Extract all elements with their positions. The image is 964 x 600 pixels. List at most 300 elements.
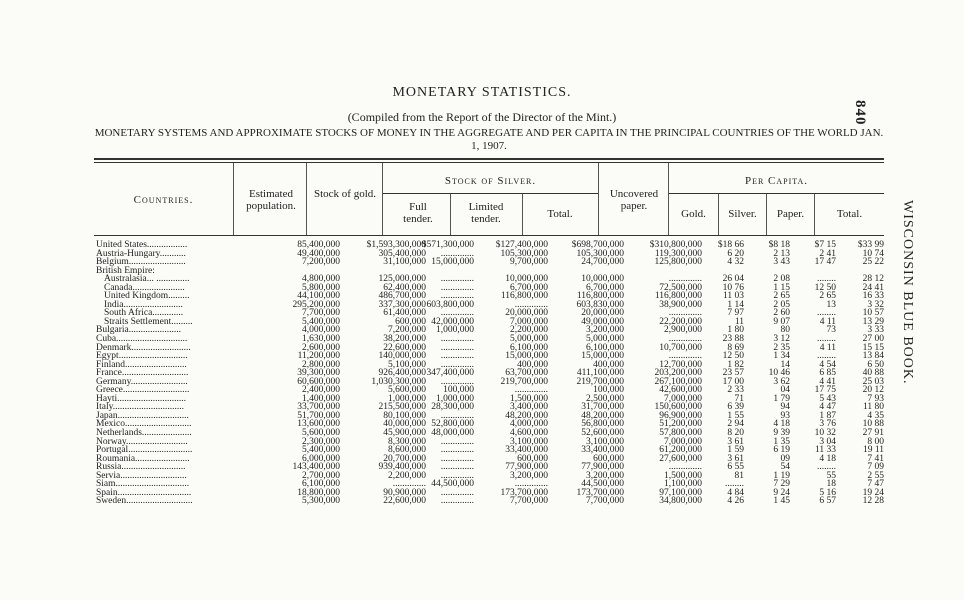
limited-tender-cell: 7,000,000 bbox=[510, 316, 548, 327]
per-capita-gold-cell: 23 88 bbox=[722, 334, 744, 345]
table-row bbox=[94, 463, 884, 472]
data-table-body bbox=[94, 241, 884, 506]
table-row bbox=[94, 386, 884, 395]
limited-tender-cell: 2,200,000 bbox=[510, 325, 548, 336]
uncovered-paper-cell: 267,100,000 bbox=[654, 376, 702, 387]
silver-total-cell: 411,100,000 bbox=[576, 368, 624, 379]
per-capita-group-rule bbox=[669, 193, 884, 194]
per-capita-silver-cell: 6 19 bbox=[773, 445, 790, 456]
country-cell: Egypt............................. bbox=[96, 351, 188, 362]
limited-tender-cell: 3,400,000 bbox=[510, 402, 548, 413]
gold-cell: 45,900,000 bbox=[383, 428, 426, 439]
per-capita-silver-cell: 94 bbox=[780, 402, 790, 413]
country-cell: Finland.......................... bbox=[96, 359, 187, 370]
per-capita-gold-cell: 6 39 bbox=[727, 402, 744, 413]
silver-total-cell: 33,400,000 bbox=[581, 445, 624, 456]
uncovered-paper-cell: 42,600,000 bbox=[659, 385, 702, 396]
running-header: WISCONSIN BLUE BOOK. bbox=[900, 200, 915, 385]
per-capita-gold-cell: $18 66 bbox=[717, 240, 744, 250]
uncovered-paper-cell: 38,900,000 bbox=[659, 299, 702, 310]
population-cell: 6,100,000 bbox=[302, 479, 340, 490]
per-capita-silver-cell: 1 19 bbox=[773, 470, 790, 481]
per-capita-silver-cell: 1 79 bbox=[773, 393, 790, 404]
population-cell: 5,400,000 bbox=[302, 445, 340, 456]
table-row bbox=[94, 309, 884, 318]
table-row bbox=[94, 292, 884, 301]
uncovered-paper-cell: 96,900,000 bbox=[659, 410, 702, 421]
silver-total-cell: 48,200,000 bbox=[581, 410, 624, 421]
header-divider bbox=[450, 193, 451, 235]
header-limited-tender: Limited tender. bbox=[468, 201, 504, 225]
silver-total-cell: $698,700,000 bbox=[571, 240, 624, 250]
country-cell: Italy.............................. bbox=[96, 402, 185, 413]
table-row bbox=[94, 455, 884, 464]
table-row bbox=[94, 301, 884, 310]
population-cell: 1,400,000 bbox=[302, 393, 340, 404]
per-capita-gold-cell: 4 32 bbox=[727, 257, 744, 268]
per-capita-paper-cell: 17 75 bbox=[814, 385, 836, 396]
per-capita-paper-cell: 4 18 bbox=[819, 453, 836, 464]
per-capita-gold-cell: 11 bbox=[734, 316, 744, 327]
silver-total-cell: 6,100,000 bbox=[586, 342, 624, 353]
full-tender-cell: .............. bbox=[440, 248, 474, 259]
gold-cell: .............. bbox=[392, 479, 426, 490]
per-capita-silver-cell: 93 bbox=[780, 410, 790, 421]
uncovered-paper-cell: 10,700,000 bbox=[659, 342, 702, 353]
per-capita-total-cell: 10 88 bbox=[862, 419, 884, 430]
per-capita-total-cell: 12 28 bbox=[862, 496, 884, 507]
country-cell: Denmark......................... bbox=[96, 342, 191, 353]
per-capita-paper-cell: 2 41 bbox=[819, 248, 836, 259]
uncovered-paper-cell: 12,700,000 bbox=[659, 359, 702, 370]
per-capita-total-cell: 15 15 bbox=[862, 342, 884, 353]
per-capita-paper-cell: ........ bbox=[817, 274, 836, 285]
per-capita-total-cell: 3 32 bbox=[867, 299, 884, 310]
population-cell: 2,300,000 bbox=[302, 436, 340, 447]
limited-tender-cell: 173,700,000 bbox=[500, 487, 548, 498]
per-capita-paper-cell: 18 bbox=[826, 479, 836, 490]
table-row bbox=[94, 275, 884, 284]
per-capita-paper-cell: 73 bbox=[826, 325, 836, 336]
full-tender-cell: .............. bbox=[440, 462, 474, 473]
per-capita-total-cell: 8 00 bbox=[867, 436, 884, 447]
limited-tender-cell: 6,700,000 bbox=[510, 282, 548, 293]
header-divider bbox=[233, 163, 234, 235]
limited-tender-cell: 219,700,000 bbox=[500, 376, 548, 387]
country-cell: Japan.............................. bbox=[96, 410, 189, 421]
per-capita-paper-cell: 11 33 bbox=[814, 445, 836, 456]
per-capita-gold-cell: 6 55 bbox=[727, 462, 744, 473]
population-cell: 2,600,000 bbox=[302, 342, 340, 353]
silver-total-cell: 400,000 bbox=[593, 359, 624, 370]
table-row bbox=[94, 438, 884, 447]
per-capita-total-cell: 7 47 bbox=[867, 479, 884, 490]
per-capita-total-cell: 27 00 bbox=[862, 334, 884, 345]
uncovered-paper-cell: 7,000,000 bbox=[664, 393, 702, 404]
country-cell: Austria-Hungary........... bbox=[96, 248, 186, 259]
population-cell: 5,400,000 bbox=[302, 316, 340, 327]
gold-cell: 305,400,000 bbox=[378, 248, 426, 259]
population-cell: 7,200,000 bbox=[302, 257, 340, 268]
limited-tender-cell: 33,400,000 bbox=[505, 445, 548, 456]
table-row bbox=[94, 318, 884, 327]
population-cell: 13,600,000 bbox=[297, 419, 340, 430]
per-capita-paper-cell: ........ bbox=[817, 334, 836, 345]
limited-tender-cell: 116,800,000 bbox=[500, 291, 548, 302]
per-capita-total-cell: 24 41 bbox=[862, 282, 884, 293]
population-cell: 7,700,000 bbox=[302, 308, 340, 319]
table-row bbox=[94, 326, 884, 335]
full-tender-cell: .............. bbox=[440, 410, 474, 421]
table-row bbox=[94, 258, 884, 267]
full-tender-cell: 28,300,000 bbox=[431, 402, 474, 413]
header-per-capita-group: Per Capita. bbox=[744, 175, 809, 187]
full-tender-cell: .............. bbox=[440, 334, 474, 345]
per-capita-total-cell: 19 24 bbox=[862, 487, 884, 498]
country-cell: India......................... bbox=[104, 299, 183, 310]
gold-cell: 140,000,000 bbox=[378, 351, 426, 362]
table-row bbox=[94, 497, 884, 506]
per-capita-paper-cell: 10 32 bbox=[814, 428, 836, 439]
full-tender-cell: .............. bbox=[440, 291, 474, 302]
per-capita-paper-cell: 1 87 bbox=[819, 410, 836, 421]
country-cell: Sweden............................ bbox=[96, 496, 193, 507]
limited-tender-cell: 5,000,000 bbox=[510, 334, 548, 345]
country-cell: Norway.......................... bbox=[96, 436, 188, 447]
per-capita-silver-cell: 04 bbox=[780, 385, 790, 396]
gold-cell: 926,400,000 bbox=[378, 368, 426, 379]
header-uncovered-paper: Uncovered paper. bbox=[609, 188, 659, 212]
gold-cell: 62,400,000 bbox=[383, 282, 426, 293]
per-capita-paper-cell: 3 04 bbox=[819, 436, 836, 447]
limited-tender-cell: 63,700,000 bbox=[505, 368, 548, 379]
per-capita-total-cell: 13 84 bbox=[862, 351, 884, 362]
per-capita-gold-cell: 1 59 bbox=[727, 445, 744, 456]
silver-total-cell: 3,200,000 bbox=[586, 470, 624, 481]
full-tender-cell: .............. bbox=[440, 496, 474, 507]
limited-tender-cell: 6,100,000 bbox=[510, 342, 548, 353]
per-capita-paper-cell: 5 16 bbox=[819, 487, 836, 498]
full-tender-cell: 603,800,000 bbox=[426, 299, 474, 310]
per-capita-total-cell: 25 03 bbox=[862, 376, 884, 387]
limited-tender-cell: 3,100,000 bbox=[510, 436, 548, 447]
per-capita-paper-cell: 4 11 bbox=[819, 316, 836, 327]
population-cell: 39,300,000 bbox=[297, 368, 340, 379]
uncovered-paper-cell: 22,200,000 bbox=[659, 316, 702, 327]
silver-total-cell: 3,100,000 bbox=[586, 436, 624, 447]
table-row bbox=[94, 412, 884, 421]
country-cell: Hayti............................. bbox=[96, 393, 186, 404]
per-capita-silver-cell: 9 39 bbox=[773, 428, 790, 439]
table-row bbox=[94, 489, 884, 498]
per-capita-total-cell: 6 50 bbox=[867, 359, 884, 370]
table-row bbox=[94, 378, 884, 387]
uncovered-paper-cell: .............. bbox=[668, 462, 702, 473]
per-capita-paper-cell: 4 54 bbox=[819, 359, 836, 370]
per-capita-gold-cell: 3 61 bbox=[727, 436, 744, 447]
per-capita-gold-cell: 1 80 bbox=[727, 325, 744, 336]
table-row bbox=[94, 284, 884, 293]
per-capita-total-cell: 19 11 bbox=[862, 445, 884, 456]
per-capita-paper-cell: 2 65 bbox=[819, 291, 836, 302]
population-cell: 60,600,000 bbox=[297, 376, 340, 387]
country-cell: Mexico............................ bbox=[96, 419, 192, 430]
uncovered-paper-cell: .............. bbox=[668, 351, 702, 362]
gold-cell: 40,000,000 bbox=[383, 419, 426, 430]
per-capita-gold-cell: 3 61 bbox=[727, 453, 744, 464]
gold-cell: $1,593,300,000 bbox=[366, 240, 426, 250]
per-capita-gold-cell: 8 69 bbox=[727, 342, 744, 353]
country-cell: Netherlands..................... bbox=[96, 428, 192, 439]
per-capita-gold-cell: 81 bbox=[734, 470, 744, 481]
per-capita-gold-cell: 17 00 bbox=[722, 376, 744, 387]
gold-cell: 38,200,000 bbox=[383, 334, 426, 345]
full-tender-cell: .............. bbox=[440, 351, 474, 362]
table-row bbox=[94, 403, 884, 412]
full-tender-cell: .............. bbox=[440, 436, 474, 447]
limited-tender-cell: .............. bbox=[514, 299, 548, 310]
uncovered-paper-cell: 34,800,000 bbox=[659, 496, 702, 507]
header-population: Estimated population. bbox=[246, 188, 296, 212]
population-cell: 5,600,000 bbox=[302, 428, 340, 439]
page-subtitle: (Compiled from the Report of the Director of the Mint.) bbox=[347, 110, 617, 124]
uncovered-paper-cell: 97,100,000 bbox=[659, 487, 702, 498]
population-cell: 4,800,000 bbox=[302, 274, 340, 285]
top-rule bbox=[94, 158, 884, 160]
per-capita-gold-cell: 23 57 bbox=[722, 368, 744, 379]
per-capita-total-cell: 25 22 bbox=[862, 257, 884, 268]
per-capita-total-cell: 3 33 bbox=[867, 325, 884, 336]
per-capita-gold-cell: 1 14 bbox=[727, 299, 744, 310]
country-cell: United Kingdom......... bbox=[104, 291, 190, 302]
per-capita-silver-cell: 9 07 bbox=[773, 316, 790, 327]
silver-total-cell: 7,700,000 bbox=[586, 496, 624, 507]
limited-tender-cell: 1,500,000 bbox=[510, 393, 548, 404]
header-gold: Stock of gold. bbox=[313, 188, 377, 200]
per-capita-total-cell: 10 57 bbox=[862, 308, 884, 319]
per-capita-gold-cell: 1 82 bbox=[727, 359, 744, 370]
uncovered-paper-cell: 57,800,000 bbox=[659, 428, 702, 439]
header-full-tender: Full tender. bbox=[403, 201, 433, 225]
full-tender-cell: .............. bbox=[440, 282, 474, 293]
table-row bbox=[94, 369, 884, 378]
gold-cell: 337,300,000 bbox=[378, 299, 426, 310]
limited-tender-cell: $127,400,000 bbox=[495, 240, 548, 250]
table-row bbox=[94, 480, 884, 489]
country-cell: Straits Settlement......... bbox=[104, 316, 193, 327]
uncovered-paper-cell: 51,200,000 bbox=[659, 419, 702, 430]
silver-total-cell: 100,000 bbox=[593, 385, 624, 396]
population-cell: 51,700,000 bbox=[297, 410, 340, 421]
gold-cell: 600,000 bbox=[395, 316, 426, 327]
limited-tender-cell: .............. bbox=[514, 385, 548, 396]
per-capita-gold-cell: 1 55 bbox=[727, 410, 744, 421]
table-row bbox=[94, 335, 884, 344]
per-capita-silver-cell: 2 08 bbox=[773, 274, 790, 285]
per-capita-paper-cell: 4 11 bbox=[819, 342, 836, 353]
gold-cell: 61,400,000 bbox=[383, 308, 426, 319]
silver-total-cell: 52,600,000 bbox=[581, 428, 624, 439]
silver-total-cell: 105,300,000 bbox=[576, 248, 624, 259]
header-pc-silver: Silver. bbox=[728, 208, 757, 220]
per-capita-gold-cell: 71 bbox=[734, 393, 744, 404]
silver-total-cell: 173,700,000 bbox=[576, 487, 624, 498]
full-tender-cell: $571,300,000 bbox=[421, 240, 474, 250]
population-cell: 2,400,000 bbox=[302, 385, 340, 396]
silver-total-cell: 56,800,000 bbox=[581, 419, 624, 430]
country-cell: Greece............................ bbox=[96, 385, 190, 396]
country-cell: Cuba.............................. bbox=[96, 334, 188, 345]
uncovered-paper-cell: 61,200,000 bbox=[659, 445, 702, 456]
population-cell: 143,400,000 bbox=[292, 462, 340, 473]
uncovered-paper-cell: 1,100,000 bbox=[664, 479, 702, 490]
population-cell: 1,630,000 bbox=[302, 334, 340, 345]
uncovered-paper-cell: 27,600,000 bbox=[659, 453, 702, 464]
table-row bbox=[94, 446, 884, 455]
table-row bbox=[94, 429, 884, 438]
gold-cell: 80,100,000 bbox=[383, 410, 426, 421]
country-cell: British Empire: bbox=[96, 265, 155, 276]
uncovered-paper-cell: 1,500,000 bbox=[664, 470, 702, 481]
per-capita-silver-cell: 1 15 bbox=[773, 282, 790, 293]
limited-tender-cell: 10,000,000 bbox=[505, 274, 548, 285]
per-capita-total-cell: 20 12 bbox=[862, 385, 884, 396]
limited-tender-cell: 600,000 bbox=[517, 453, 548, 464]
population-cell: 11,200,000 bbox=[297, 351, 340, 362]
population-cell: 18,800,000 bbox=[297, 487, 340, 498]
per-capita-paper-cell: 6 85 bbox=[819, 368, 836, 379]
limited-tender-cell: .............. bbox=[514, 479, 548, 490]
per-capita-paper-cell: ........ bbox=[817, 462, 836, 473]
per-capita-silver-cell: 9 24 bbox=[773, 487, 790, 498]
gold-cell: 5,100,000 bbox=[388, 359, 426, 370]
per-capita-gold-cell: 7 97 bbox=[727, 308, 744, 319]
full-tender-cell: 48,000,000 bbox=[431, 428, 474, 439]
limited-tender-cell: 4,000,000 bbox=[510, 419, 548, 430]
full-tender-cell: 1,000,000 bbox=[436, 393, 474, 404]
full-tender-cell: .............. bbox=[440, 376, 474, 387]
per-capita-silver-cell: 2 05 bbox=[773, 299, 790, 310]
full-tender-cell: .............. bbox=[440, 359, 474, 370]
full-tender-cell: 42,000,000 bbox=[431, 316, 474, 327]
per-capita-silver-cell: 4 18 bbox=[773, 419, 790, 430]
per-capita-gold-cell: 10 76 bbox=[722, 282, 744, 293]
table-row bbox=[94, 250, 884, 259]
page-number: 840 bbox=[852, 100, 868, 126]
per-capita-gold-cell: 8 20 bbox=[727, 428, 744, 439]
per-capita-paper-cell: 6 57 bbox=[819, 496, 836, 507]
table-row bbox=[94, 361, 884, 370]
full-tender-cell: 347,400,000 bbox=[426, 368, 474, 379]
uncovered-paper-cell: 150,600,000 bbox=[654, 402, 702, 413]
country-cell: Russia........................... bbox=[96, 462, 186, 473]
full-tender-cell: .............. bbox=[440, 308, 474, 319]
population-cell: 49,400,000 bbox=[297, 248, 340, 259]
limited-tender-cell: 77,900,000 bbox=[505, 462, 548, 473]
uncovered-paper-cell: $310,800,000 bbox=[649, 240, 702, 250]
population-cell: 33,700,000 bbox=[297, 402, 340, 413]
full-tender-cell: 100,000 bbox=[443, 385, 474, 396]
uncovered-paper-cell: 119,300,000 bbox=[654, 248, 702, 259]
header-silver-group: Stock of Silver. bbox=[444, 175, 537, 187]
per-capita-gold-cell: 12 50 bbox=[722, 351, 744, 362]
per-capita-silver-cell: 3 43 bbox=[773, 257, 790, 268]
gold-cell: 8,300,000 bbox=[388, 436, 426, 447]
top-rule-thin bbox=[94, 162, 884, 163]
per-capita-silver-cell: 1 35 bbox=[773, 436, 790, 447]
country-cell: United States................. bbox=[96, 240, 188, 250]
silver-total-cell: 10,000,000 bbox=[581, 274, 624, 285]
per-capita-silver-cell: 10 46 bbox=[768, 368, 790, 379]
per-capita-silver-cell: 2 35 bbox=[773, 342, 790, 353]
per-capita-paper-cell: $7 15 bbox=[814, 240, 836, 250]
per-capita-total-cell: 2 55 bbox=[867, 470, 884, 481]
limited-tender-cell: 4,600,000 bbox=[510, 428, 548, 439]
per-capita-total-cell: 11 80 bbox=[862, 402, 884, 413]
header-divider bbox=[306, 163, 307, 235]
per-capita-silver-cell: 1 45 bbox=[773, 496, 790, 507]
silver-total-cell: 6,700,000 bbox=[586, 282, 624, 293]
per-capita-silver-cell: 09 bbox=[780, 453, 790, 464]
header-bottom-rule bbox=[94, 235, 884, 236]
limited-tender-cell: 400,000 bbox=[517, 359, 548, 370]
silver-total-cell: 49,000,000 bbox=[581, 316, 624, 327]
full-tender-cell: 1,000,000 bbox=[436, 325, 474, 336]
gold-cell: 31,100,000 bbox=[383, 257, 426, 268]
gold-cell: 2,200,000 bbox=[388, 470, 426, 481]
per-capita-silver-cell: 3 12 bbox=[773, 334, 790, 345]
header-countries: Countries. bbox=[133, 194, 194, 206]
gold-cell: 8,600,000 bbox=[388, 445, 426, 456]
gold-cell: 5,600,000 bbox=[388, 385, 426, 396]
per-capita-silver-cell: 2 13 bbox=[773, 248, 790, 259]
per-capita-silver-cell: 3 62 bbox=[773, 376, 790, 387]
population-cell: 44,100,000 bbox=[297, 291, 340, 302]
limited-tender-cell: 15,000,000 bbox=[505, 351, 548, 362]
per-capita-paper-cell: 4 41 bbox=[819, 376, 836, 387]
full-tender-cell: 52,800,000 bbox=[431, 419, 474, 430]
silver-total-cell: 600,000 bbox=[593, 453, 624, 464]
per-capita-gold-cell: 11 03 bbox=[722, 291, 744, 302]
limited-tender-cell: 105,300,000 bbox=[500, 248, 548, 259]
gold-cell: 125,000,000 bbox=[378, 274, 426, 285]
table-heading: MONETARY SYSTEMS AND APPROXIMATE STOCKS OF MONEY IN THE AGGREGATE AND PER CAPITA IN THE PRINCIPAL COUNTRIES OF THE WORLD JAN. 1, 1907. bbox=[94, 127, 884, 152]
uncovered-paper-cell: .............. bbox=[668, 308, 702, 319]
silver-group-rule bbox=[383, 193, 598, 194]
country-cell: Servia............................ bbox=[96, 470, 187, 481]
population-cell: 6,000,000 bbox=[302, 453, 340, 464]
limited-tender-cell: 3,200,000 bbox=[510, 470, 548, 481]
gold-cell: 22,600,000 bbox=[383, 496, 426, 507]
silver-total-cell: 15,000,000 bbox=[581, 351, 624, 362]
country-cell: Bulgaria...................... bbox=[96, 325, 181, 336]
silver-total-cell: 24,700,000 bbox=[581, 257, 624, 268]
gold-cell: 1,030,300,000 bbox=[371, 376, 426, 387]
table-row bbox=[94, 472, 884, 481]
population-cell: 5,300,000 bbox=[302, 496, 340, 507]
full-tender-cell: .............. bbox=[440, 470, 474, 481]
country-cell: South Africa............. bbox=[104, 308, 184, 319]
population-cell: 5,800,000 bbox=[302, 282, 340, 293]
per-capita-total-cell: $33 99 bbox=[857, 240, 884, 250]
table-row bbox=[94, 267, 884, 276]
per-capita-silver-cell: 80 bbox=[780, 325, 790, 336]
country-cell: Germany........................ bbox=[96, 376, 188, 387]
silver-total-cell: 2,500,000 bbox=[586, 393, 624, 404]
silver-total-cell: 31,700,000 bbox=[581, 402, 624, 413]
per-capita-paper-cell: 3 76 bbox=[819, 419, 836, 430]
table-row bbox=[94, 352, 884, 361]
